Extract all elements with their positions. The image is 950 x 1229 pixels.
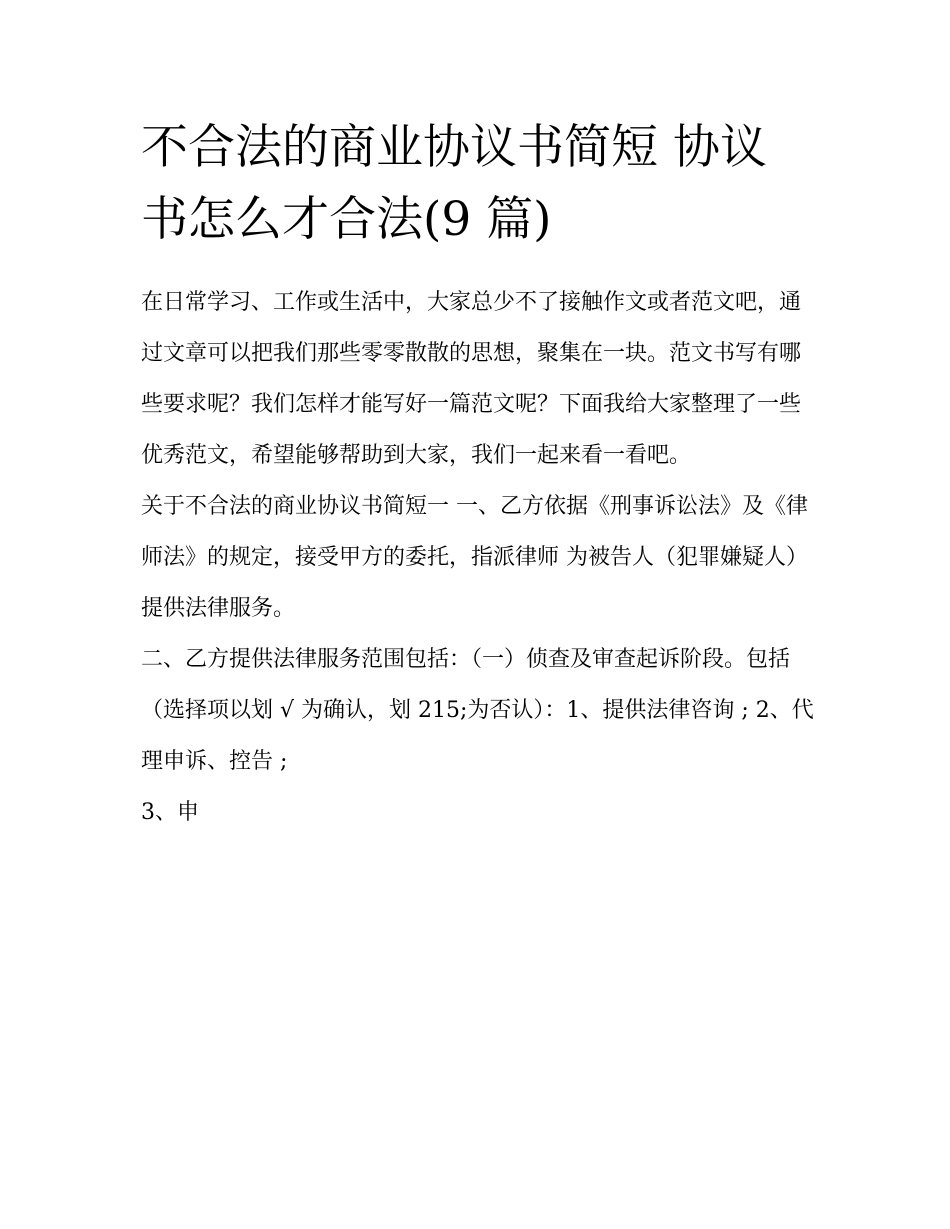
paragraph-section-2: 二、乙方提供法律服务范围包括：（一）侦查及审查起诉阶段。包括（选择项以划 √ 为确认，划 215;为否认）：1、提供法律咨询 ; 2、代理申诉、控告 ; xyxy=(141,647,814,774)
title-line-2: 书怎么才合法(9 篇) xyxy=(141,192,552,247)
title-line-1: 不合法的商业协议书简短 协议 xyxy=(141,120,767,175)
document-body xyxy=(141,277,821,838)
paragraph-intro: 在日常学习、工作或生活中，大家总少不了接触作文或者范文吧，通过文章可以把我们那些零零散散的思想，聚集在一块。范文书写有哪些要求呢？我们怎样才能写好一篇范文呢？下面我给大家整理了一些优秀范文，希望能够帮助到大家，我们一起来看一看吧。 xyxy=(141,290,802,468)
paragraph-section-3: 3、申 xyxy=(141,800,199,825)
paragraph-section-1: 关于不合法的商业协议书简短一 一、乙方依据《刑事诉讼法》及《律师法》的规定，接受甲方的委托，指派律师 为被告人（犯罪嫌疑人）提供法律服务。 xyxy=(141,494,808,621)
document-title xyxy=(141,112,821,256)
